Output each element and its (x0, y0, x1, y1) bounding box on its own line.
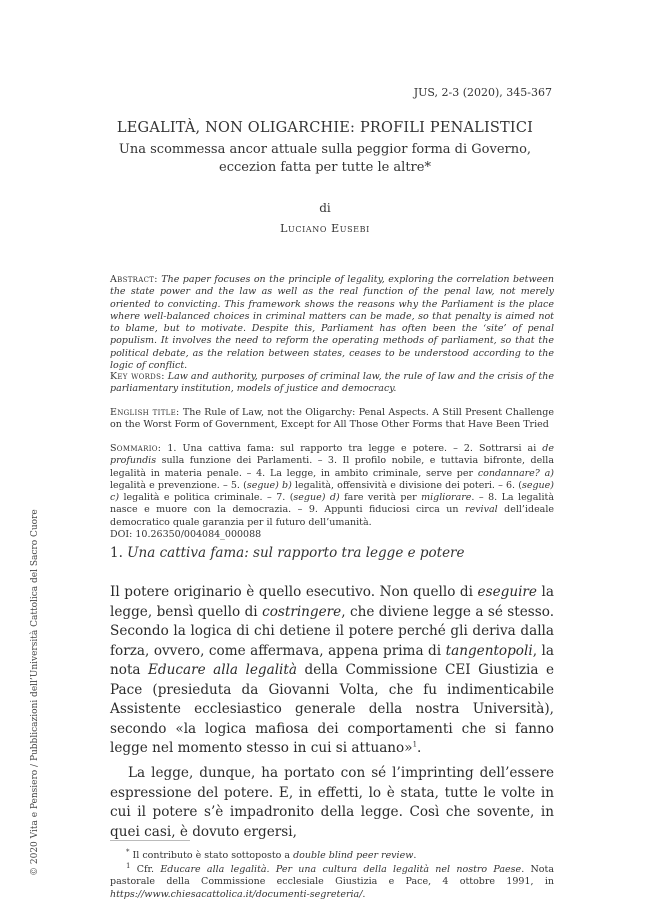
para-text: . (417, 740, 422, 756)
section-title: Una cattiva fama: sul rapporto tra legge e potere (127, 545, 465, 561)
footnote-divider (110, 840, 190, 841)
summary-text: 1. Una cattiva fama: sul rapporto tra legge e potere. – 2. Sottrarsi ai (167, 443, 543, 454)
footnote-1 (110, 861, 555, 901)
footnote-italic: double blind peer review (293, 850, 414, 861)
summary-label: Sommario: (110, 443, 162, 454)
subtitle-line-2: eccezion fatta per tutte le altre* (219, 160, 431, 175)
keywords-label: Key words: (110, 371, 165, 382)
para-italic: eseguire (477, 584, 537, 600)
english-title-text: The Rule of Law, not the Oligarchy: Penal Aspects. A Still Present Challenge on the Worst Form of Government, Except for All Those Other Forms that Have Been Tried (110, 407, 555, 431)
para-text: della Commissione CEI Giustizia e Pace (presieduta da Giovanni Volta, che fu indimenticabile Assistente ecclesiastico generale della nostra Università), secondo «la logica mafiosa dei comportamenti che si fanno legge nel momento stesso in cui si attuano» (110, 662, 555, 756)
footnote-text: Il contributo è stato sottoposto a (129, 850, 294, 861)
article-title: LEGALITÀ, NON OLIGARCHIE: PROFILI PENALISTICI (116, 120, 534, 136)
article-subtitle (110, 141, 540, 177)
footnote-star (110, 847, 554, 862)
footnote-text: . Nota pastorale della Commissione ecclesiale Giustizia e Pace, 4 ottobre 1991, in (110, 864, 555, 888)
english-title (110, 407, 554, 432)
para-text: , la nota (110, 642, 554, 678)
body-paragraph-2: La legge, dunque, ha portato con sé l’imprinting dell’essere espressione del potere. E, in effetti, lo è stata, tutte le volte in cui il potere s’è impadronito della legge. Così che sovente, in quei casi, è dovuto ergersi, (110, 765, 554, 840)
footnote-mark: 1 (126, 861, 131, 870)
abstract-text: The paper focuses on the principle of legality, exploring the correlation between the state power and the law as well as the real function of the penal law, not merely oriented to convicting. This framework shows the reasons why the Parliament is the place where well-balanced choices in criminal matters can be made, so that penalty is aimed not to blame, but to motivate. Despite this, Parliament has often been the ‘site’ of penal populism. It involves the need to reform the operating methods of parliament, so that the political debate, as the relation between states, ceases to be understood according to the logic of conflict. (110, 274, 554, 372)
summary-text: . – 8. La legalità nasce e muore con la democrazia. – 9. Appunti fiduciosi circa un (110, 492, 554, 516)
section-heading (110, 545, 554, 561)
by-label: di (319, 201, 331, 215)
author-name: Luciano Eusebi (280, 222, 370, 235)
footnote-text: . (362, 888, 366, 900)
summary-italic: de profundis (110, 443, 554, 467)
body-paragraph-1 (110, 583, 554, 759)
footnote-text: Cfr. (130, 864, 161, 875)
para-text: la legge, bensì quello di (110, 584, 554, 620)
summary-text: dell’ideale democratico quale garanzia per il futuro dell’umanità. (110, 504, 555, 528)
summary-text: legalità e prevenzione. – 5. ( (110, 479, 247, 491)
para-italic: Educare alla legalità (148, 662, 297, 678)
doi: DOI: 10.26350/004084_000088 (110, 529, 262, 541)
side-copyright: © 2020 Vita e Pensiero / Pubblicazioni dell’Università Cattolica del Sacro Cuore (30, 509, 40, 876)
english-title-label: English title: (110, 407, 180, 418)
abstract (110, 274, 554, 372)
keywords (110, 371, 554, 396)
footnote-link[interactable]: https://www.chiesacattolica.it/documenti-segreteria/ (110, 888, 363, 900)
summary-italic: revival (465, 504, 498, 516)
keywords-text: Law and authority, purposes of criminal law, the rule of law and the crisis of the parliamentary institution, models of justice and democracy. (110, 371, 554, 395)
para-text: , che diviene legge a sé stesso. Secondo la logica di chi detiene il potere perché gli deriva dalla forza, ovvero, come affermava, appena prima di (110, 603, 555, 659)
summary-text: sulla funzione dei Parlamenti. – 3. Il profilo nobile, e tuttavia bifronte, della legalità in materia penale. – 4. La legge, in ambito criminale, serve per (110, 455, 554, 479)
abstract-label: Abstract: (110, 274, 158, 285)
summary-italic: segue) b) (246, 479, 292, 491)
footnote-ref[interactable]: 1 (412, 740, 418, 749)
footnote-italic: Educare alla legalità. Per una cultura della legalità nel nostro Paese (160, 864, 522, 875)
summary-text: fare verità per (339, 492, 422, 504)
section-number: 1. (110, 545, 128, 561)
summary-text: legalità, offensività e divisione dei poteri. – 6. ( (291, 479, 522, 491)
summary-italic: condannare? a) (477, 467, 554, 479)
para-italic: costringere (262, 603, 342, 620)
summary (110, 443, 554, 541)
footnote-mark: * (126, 847, 130, 856)
para-italic: tangentopoli (445, 642, 533, 659)
summary-italic: segue) d) (293, 492, 340, 504)
para-text: Il potere originario è quello esecutivo. Non quello di (110, 584, 478, 600)
footnote-text: . (413, 850, 417, 861)
summary-italic: migliorare (421, 492, 472, 504)
subtitle-line-1: Una scommessa ancor attuale sulla peggior forma di Governo, (118, 142, 532, 157)
journal-reference: JUS, 2-3 (2020), 345-367 (413, 86, 552, 99)
summary-italic: segue) c) (110, 479, 554, 504)
summary-text: legalità e politica criminale. – 7. ( (119, 492, 294, 504)
